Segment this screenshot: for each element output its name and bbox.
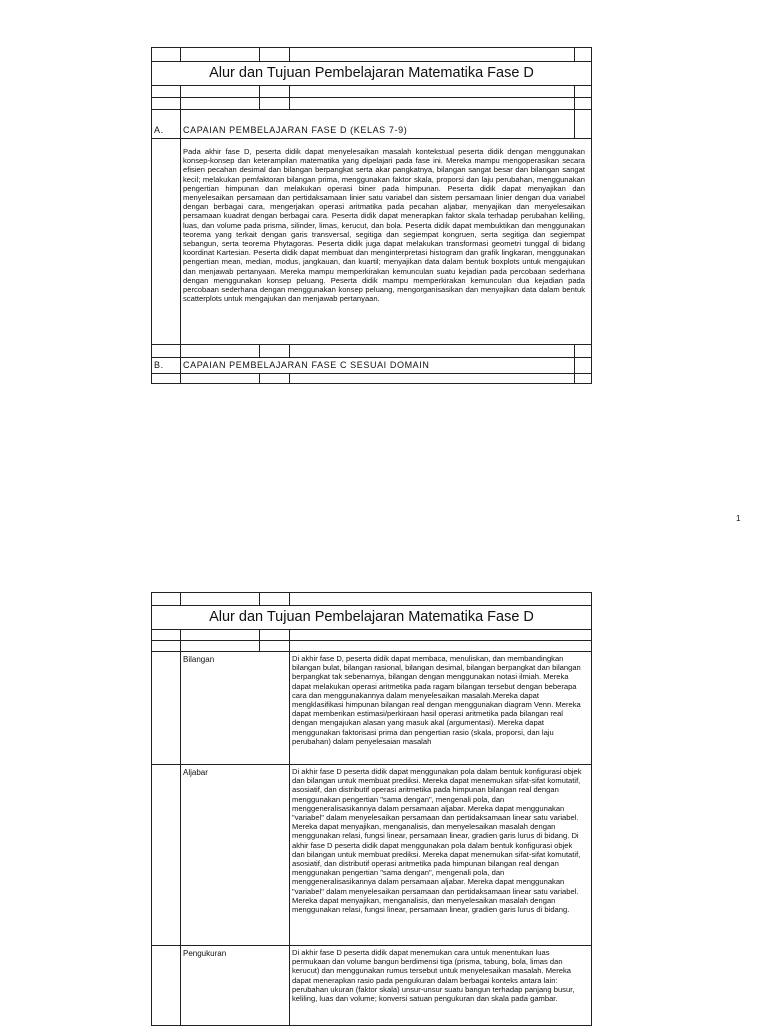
domain-row [152,946,592,1026]
section-b-heading: CAPAIAN PEMBELAJARAN FASE C SESUAI DOMAIN [181,358,575,374]
domain-label: Pengukuran [181,946,290,1026]
page1-title: Alur dan Tujuan Pembelajaran Matematika Fase D [152,62,592,86]
section-b-letter: B. [152,358,181,374]
domain-row [152,765,592,946]
section-a-heading: CAPAIAN PEMBELAJARAN FASE D (KELAS 7-9) [181,110,575,139]
domain-description: Di akhir fase D peserta didik dapat menemukan cara untuk menentukan luas permukaan dan volume bangun berdimensi tiga (prisma, tabung, bola, limas dan kerucut) dan menggunakan rumus tersebut untuk menyelesaikan masalah. Mereka dapat menerapkan rasio pada pengukuran dalam berbagai konteks antara lain: perubahan ukuran (faktor skala) unsur-unsur suatu bangun terhadap panjang busur, keliling, luas dan volume; konversi satuan pengukuran dan skala pada gambar. [290,946,592,1026]
domain-row [152,652,592,765]
domain-label: Aljabar [181,765,290,946]
domain-description: Di akhir fase D, peserta didik dapat membaca, menuliskan, dan membandingkan bilangan bulat, bilangan rasional, bilangan desimal, bilangan berpangkat dan bilangan berpangkat tak sebenarnya, bilangan dengan menggunakan notasi ilmiah. Mereka dapat melakukan operasi aritmetika pada ragam bilangan tersebut dengan beberapa cara dan menggunakannya dalam menyelesaikan masalah.Mereka dapat mengklasifikasi himpunan bilangan real dengan menggunakan diagram Venn. Mereka dapat memberikan estimasi/perkiraan hasil operasi aritmetika pada bilangan real dengan mengajukan alasan yang masuk akal (argumentasi). Mereka dapat menggunakan faktorisasi prima dan pengertian rasio (skala, proporsi, dan laju perubahan) dalam penyelesaian masalah [290,652,592,765]
page2-title: Alur dan Tujuan Pembelajaran Matematika Fase D [152,606,592,630]
domain-label: Bilangan [181,652,290,765]
page2-table [151,592,592,1026]
page-number: 1 [736,514,741,523]
capaian-paragraph: Pada akhir fase D, peserta didik dapat menyelesaikan masalah kontekstual peserta didik dengan menggunakan konsep-konsep dan keterampilan matematika yang dipelajari pada fase ini. Mereka mampu mengoperasikan secara efisien pecahan desimal dan bilangan berpangkat serta akar pangkatnya, bilangan sangat besar dan bilangan sangat kecil; melakukan pemfaktoran bilangan prima, menggunakan faktor skala, proporsi dan laju perubahan, menggunakan pengertian himpunan dan melakukan operasi biner pada himpunan. Peserta didik dapat menyajikan dan menyelesaikan persamaan dan pertidaksamaan linier satu variabel dan sistem persamaan linier dengan dua variabel dengan berbagai cara, mengerjakan operasi aritmatika pada pecahan aljabar, menyajikan dan menyelesaikan persamaan kuadrat dengan berbagai cara. Peserta didik dapat menerapkan faktor skala terhadap perubahan keliling, luas, dan volume pada prisma, silinder, limas, kerucut, dan bola. Peserta didik dapat membuktikan dan menggunakan teorema yang terkait dengan garis transversal, segitiga dan segiempat kongruen, serta segitiga dan segiempat sebangun, serta teorema Phytagoras. Peserta didik juga dapat melakukan transformasi geometri tunggal di bidang koordinat Kartesian. Peserta didik dapat membuat dan menginterpretasi histogram dan grafik lingkaran, menggunakan pengertian mean, median, modus, jangkauan, dan kuartil; menyajikan data dalam bentuk boxplots untuk mengajukan dan menjawab pertanyaan. Mereka mampu memperkirakan kemunculan suatu kejadian pada percobaan sederhana dengan menggunakan konsep peluang. Peserta didik mampu memperkirakan kemunculan dua kejadian pada percobaan sederhana dengan menggunakan konsep peluang, mengorganisasikan dan menyajikan data dalam bentuk scatterplots untuk mengajukan dan menjawab pertanyaan. [181,139,592,345]
section-a-letter: A. [152,110,181,139]
page1-table [151,47,592,384]
domain-description: Di akhir fase D peserta didik dapat menggunakan pola dalam bentuk konfigurasi objek dan bilangan untuk membuat prediksi. Mereka dapat menemukan sifat-sifat komutatif, asosiatif, dan distributif operasi aritmetika pada himpunan bilangan real dengan menggunakan pengertian "sama dengan", mengenali pola, dan menggeneralisasikannya dalam persamaan aljabar. Mereka dapat menggunakan "variabel" dalam menyelesaikan persamaan dan pertidaksamaan linear satu variabel. Mereka dapat menyajikan, menganalisis, dan menyelesaikan masalah dengan menggunakan relasi, fungsi linear, persamaan linear, gradien garis lurus di bidang. Di akhir fase D peserta didik dapat menggunakan pola dalam bentuk konfigurasi objek dan bilangan untuk membuat prediksi. Mereka dapat menemukan sifat-sifat komutatif, asosiatif, dan distributif operasi aritmetika pada himpunan bilangan real dengan menggunakan pengertian "sama dengan", mengenali pola, dan menggeneralisasikannya dalam persamaan aljabar. Mereka dapat menggunakan "variabel" dalam menyelesaikan persamaan dan pertidaksamaan linear satu variabel. Mereka dapat menyajikan, menganalisis, dan menyelesaikan masalah dengan menggunakan relasi, fungsi linear, persamaan linear, gradien garis lurus di bidang. [290,765,592,946]
